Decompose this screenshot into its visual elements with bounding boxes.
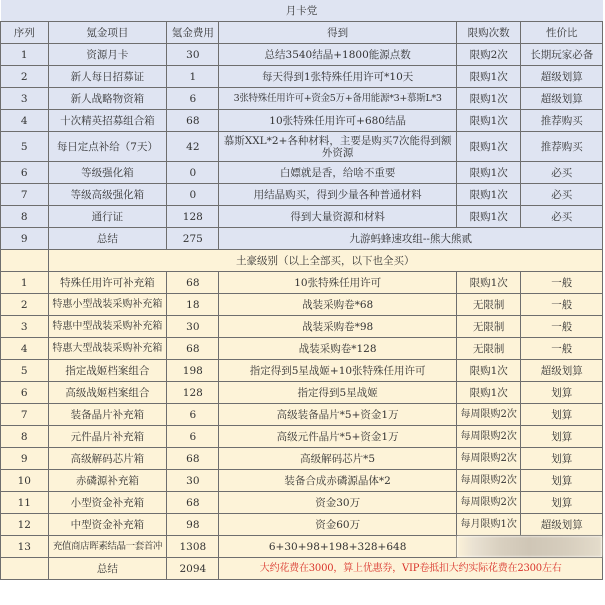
cell-cost: 68 — [167, 272, 219, 294]
header-no: 序列 — [1, 22, 49, 44]
header-row — [1, 22, 603, 44]
header-value: 性价比 — [521, 22, 603, 44]
cell-no: 6 — [1, 162, 49, 184]
cell-limit: 限购1次 — [456, 132, 520, 162]
cell-cost: 1308 — [167, 536, 219, 558]
cell-limit: 限购1次 — [456, 206, 520, 228]
cell-value: 必买 — [521, 184, 603, 206]
cell-limit: 每周限购2次 — [456, 470, 520, 492]
cell-limit: 限购2次 — [456, 44, 520, 66]
cell-value: 划算 — [521, 448, 603, 470]
cell-no: 11 — [1, 492, 49, 514]
cell-no: 9 — [1, 448, 49, 470]
table-title: 月卡党 — [1, 0, 603, 22]
cell-value: 一般 — [521, 294, 603, 316]
cell-item: 新人战略物资箱 — [48, 88, 167, 110]
cell-no: 4 — [1, 110, 49, 132]
cell-value: 超级划算 — [521, 360, 603, 382]
cell-cost: 6 — [167, 88, 219, 110]
cell-get: 资金60万 — [219, 514, 457, 536]
cell-value: 超级划算 — [521, 66, 603, 88]
cell-cost: 30 — [167, 44, 219, 66]
cell-no: 1 — [1, 44, 49, 66]
cell-item: 十次精英招募组合箱 — [48, 110, 167, 132]
cell-get: 10张特殊任用许可 — [219, 272, 457, 294]
cell-no: 7 — [1, 184, 49, 206]
cell-value: 划算 — [521, 492, 603, 514]
cell-get: 慕斯XXL*2+各种材料，主要是购买7次能得到额外资源 — [219, 132, 457, 162]
cell-item: 高级战姬档案组合 — [48, 382, 167, 404]
cell-limit: 每月限购1次 — [456, 514, 520, 536]
table-row — [1, 492, 603, 514]
header-get: 得到 — [219, 22, 457, 44]
cell-get: 指定得到5星战姬+10张特殊任用许可 — [219, 360, 457, 382]
cell-get: 装备合成赤磷源晶体*2 — [219, 470, 457, 492]
cell-item: 赤磷源补充箱 — [48, 470, 167, 492]
cell-no: 7 — [1, 404, 49, 426]
cell-no: 5 — [1, 360, 49, 382]
cell-item: 通行证 — [48, 206, 167, 228]
cell-value: 一般 — [521, 338, 603, 360]
table-row — [1, 360, 603, 382]
cell-get: 战装采购卷*68 — [219, 294, 457, 316]
cell-get: 每天得到1张特殊任用许可*10天 — [219, 66, 457, 88]
cell-value: 必买 — [521, 162, 603, 184]
table-row — [1, 536, 603, 558]
cell-cost: 6 — [167, 404, 219, 426]
cell-item: 中型资金补充箱 — [48, 514, 167, 536]
cell-value: 划算 — [521, 382, 603, 404]
cell-no: 1 — [1, 272, 49, 294]
cell-no: 2 — [1, 294, 49, 316]
cell-item: 元件晶片补充箱 — [48, 426, 167, 448]
cell-cost: 128 — [167, 206, 219, 228]
section-title: 土豪级别（以上全部买，以下也全买） — [48, 250, 602, 272]
section-title-row — [1, 250, 603, 272]
cell-get: 10张特殊任用许可+680结晶 — [219, 110, 457, 132]
cell-value: 超级划算 — [521, 514, 603, 536]
cell-limit: 每周限购2次 — [456, 404, 520, 426]
header-item: 氪金项目 — [48, 22, 167, 44]
cell-limit: 每周限购2次 — [456, 448, 520, 470]
cell-cost: 2094 — [167, 558, 219, 580]
cell-cost: 98 — [167, 514, 219, 536]
cell-item: 特惠小型战装采购补充箱 — [48, 294, 167, 316]
cell-no: 6 — [1, 382, 49, 404]
cell-cost: 275 — [167, 228, 219, 250]
cell-value: 划算 — [521, 404, 603, 426]
cell-item: 总结 — [48, 558, 167, 580]
cell-value: 必买 — [521, 206, 603, 228]
cell-get: 用结晶购买，得到少量各种普通材料 — [219, 184, 457, 206]
cell-limit: 无限制 — [456, 316, 520, 338]
cell-no: 3 — [1, 316, 49, 338]
cell-item: 指定战姬档案组合 — [48, 360, 167, 382]
cell-limit: 限购1次 — [456, 272, 520, 294]
cell-get: 高级元件晶片*5+资金1万 — [219, 426, 457, 448]
section-whale — [1, 250, 603, 580]
cell-no: 8 — [1, 426, 49, 448]
cell-no: 3 — [1, 88, 49, 110]
table-row — [1, 470, 603, 492]
cell-no: 8 — [1, 206, 49, 228]
cell-value: 超级划算 — [521, 88, 603, 110]
cell-cost: 0 — [167, 162, 219, 184]
summary-row — [1, 228, 603, 250]
cell-item: 等级强化箱 — [48, 162, 167, 184]
table-row — [1, 448, 603, 470]
cell-get: 6+30+98+198+328+648 — [219, 536, 457, 558]
table-row — [1, 404, 603, 426]
cell-limit: 无限制 — [456, 338, 520, 360]
cell-cost: 68 — [167, 338, 219, 360]
cell-value: 划算 — [521, 426, 603, 448]
cell-item: 新人每日招募证 — [48, 66, 167, 88]
cell-get: 得到大量资源和材料 — [219, 206, 457, 228]
cell-limit: 限购1次 — [456, 88, 520, 110]
cell-item: 高级解码芯片箱 — [48, 448, 167, 470]
table-row — [1, 206, 603, 228]
cell-item: 特殊任用许可补充箱 — [48, 272, 167, 294]
cell-empty — [1, 250, 49, 272]
cell-no: 4 — [1, 338, 49, 360]
summary-row — [1, 558, 603, 580]
cell-cost: 68 — [167, 448, 219, 470]
cell-cost: 30 — [167, 316, 219, 338]
table-row — [1, 338, 603, 360]
table-row — [1, 132, 603, 162]
cell-cost: 68 — [167, 110, 219, 132]
cell-item: 装备晶片补充箱 — [48, 404, 167, 426]
table-row — [1, 66, 603, 88]
cell-item: 总结 — [48, 228, 167, 250]
cell-limit: 限购1次 — [456, 360, 520, 382]
table-row — [1, 162, 603, 184]
table-row — [1, 88, 603, 110]
cell-limit: 限购1次 — [456, 184, 520, 206]
cell-limit: 限购1次 — [456, 162, 520, 184]
cell-no: 5 — [1, 132, 49, 162]
cell-get: 总结3540结晶+1800能源点数 — [219, 44, 457, 66]
cell-limit: 限购1次 — [456, 110, 520, 132]
summary-note: 大约花费在3000，算上优惠券，VIP卷抵扣大约实际花费在2300左右 — [219, 558, 603, 580]
cell-cost: 128 — [167, 382, 219, 404]
cell-value: 划算 — [521, 470, 603, 492]
cell-limit: 每周限购2次 — [456, 492, 520, 514]
table-row — [1, 316, 603, 338]
cell-item: 特惠大型战装采购补充箱 — [48, 338, 167, 360]
cell-limit: 每周限购2次 — [456, 426, 520, 448]
section-monthly-card — [1, 0, 603, 250]
cell-cost: 30 — [167, 470, 219, 492]
header-cost: 氪金费用 — [167, 22, 219, 44]
cell-cost: 198 — [167, 360, 219, 382]
cell-value: 长期玩家必备 — [521, 44, 603, 66]
cell-item: 充值商店晖素结晶一套首冲 — [48, 536, 167, 558]
cell-value: 推荐购买 — [521, 132, 603, 162]
cell-item: 资源月卡 — [48, 44, 167, 66]
cell-empty — [1, 558, 49, 580]
cell-cost: 18 — [167, 294, 219, 316]
cell-get: 高级解码芯片*5 — [219, 448, 457, 470]
cell-no: 2 — [1, 66, 49, 88]
cell-no: 12 — [1, 514, 49, 536]
cell-value: 推荐购买 — [521, 110, 603, 132]
table-row — [1, 294, 603, 316]
cell-cost: 42 — [167, 132, 219, 162]
cell-value: 一般 — [521, 316, 603, 338]
cell-limit: 限购1次 — [456, 66, 520, 88]
header-limit: 限购次数 — [456, 22, 520, 44]
table-title-row — [1, 0, 603, 22]
summary-note: 九游蚂蜂速攻组--熊大熊贰 — [219, 228, 603, 250]
cell-get: 战装采购卷*128 — [219, 338, 457, 360]
table-row — [1, 514, 603, 536]
cell-get: 高级装备晶片*5+资金1万 — [219, 404, 457, 426]
cell-cost: 0 — [167, 184, 219, 206]
cell-cost: 1 — [167, 66, 219, 88]
cell-cost: 68 — [167, 492, 219, 514]
cell-no: 10 — [1, 470, 49, 492]
table-row — [1, 382, 603, 404]
table-row — [1, 44, 603, 66]
table-row — [1, 426, 603, 448]
cell-cost: 6 — [167, 426, 219, 448]
cell-no: 13 — [1, 536, 49, 558]
cell-get: 白嫖就是香，给啥不重要 — [219, 162, 457, 184]
cell-limit: 无限制 — [456, 294, 520, 316]
cell-item: 小型资金补充箱 — [48, 492, 167, 514]
cell-item: 每日定点补给（7天） — [48, 132, 167, 162]
blurred-watermark — [456, 536, 602, 558]
cell-item: 等级高级强化箱 — [48, 184, 167, 206]
table-row — [1, 184, 603, 206]
table-row — [1, 110, 603, 132]
cell-item: 特惠中型战装采购补充箱 — [48, 316, 167, 338]
table-row — [1, 272, 603, 294]
cell-get: 资金30万 — [219, 492, 457, 514]
cell-no: 9 — [1, 228, 49, 250]
cell-get: 3张特殊任用许可+资金5万+备用能源*3+慕斯L*3 — [219, 88, 457, 110]
cell-value: 一般 — [521, 272, 603, 294]
cell-limit: 限购1次 — [456, 382, 520, 404]
cell-get: 战装采购卷*98 — [219, 316, 457, 338]
cell-get: 指定得到5星战姬 — [219, 382, 457, 404]
